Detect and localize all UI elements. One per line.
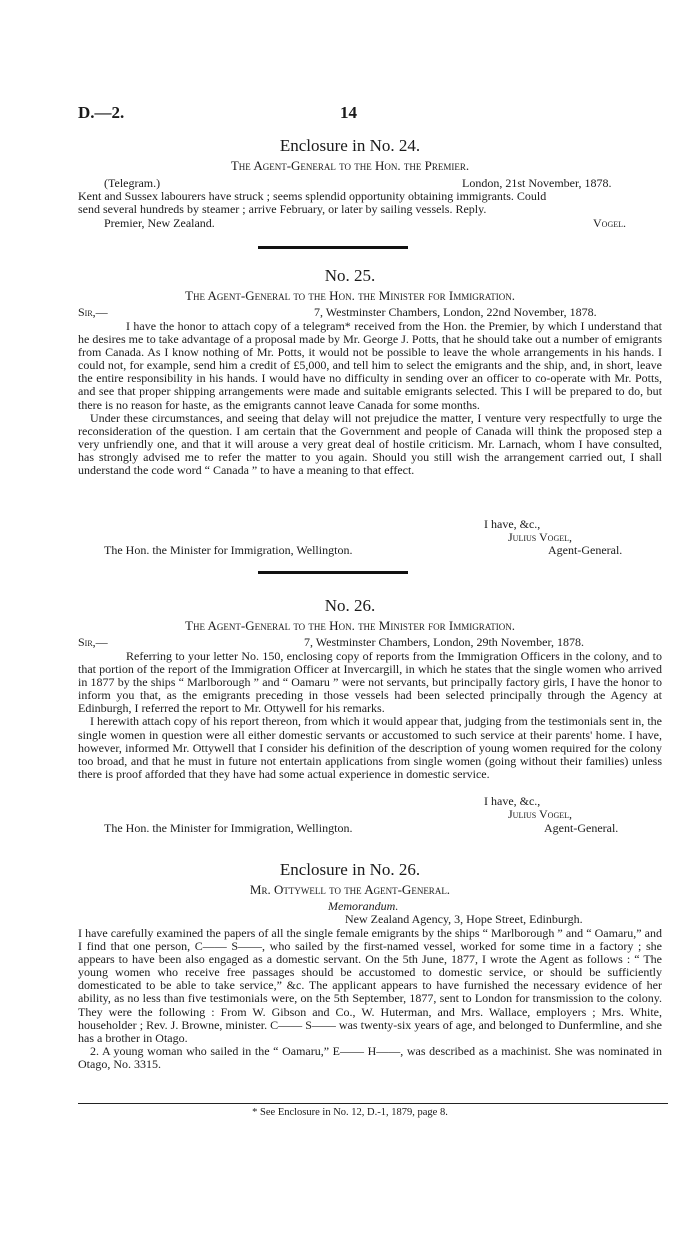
no-26-paragraph-2: I herewith attach copy of his report thereon, from which it would appear that, judging from the testimonials sent in, the single women in question were all either domestic servants or accustomed to such service at their parents' home. I have, however, informed Mr. Ottywell that I consider his definition of the description of young women required for the colony too broad, and that he must in future not entertain applications from single women (going without their families) unless there is proof afforded that they have had some actual experience in domestic service. — [78, 714, 662, 781]
telegram-body-line-1: Kent and Sussex labourers have struck ; seems splendid opportunity obtaining immigrants. Could — [78, 189, 547, 203]
memorandum-body — [78, 927, 662, 1071]
no-25-place-date: 7, Westminster Chambers, London, 22nd November, 1878. — [314, 305, 597, 319]
no-26-paragraph-1: Referring to your letter No. 150, enclosing copy of reports from the Immigration Officers in the colony, and to that portion of the report of the Immigration Officer at Invercargill, in which he states that the single women who arrived in 1877 by the ships “ Marlborough ” and “ Oamaru ” were not servants, but principally factory girls, I have the honor to inform you that, as the emigrants preceding in those vessels had been selected principally through the Agency at Edinburgh, I referred the report to Mr. Ottywell for his remarks. — [78, 649, 662, 716]
no-26-title: No. 26. — [324, 596, 376, 615]
enclosure-26-title: Enclosure in No. 26. — [279, 860, 421, 879]
no-26-signer: Julius Vogel, — [508, 807, 573, 821]
no-26-closing: I have, &c., — [484, 794, 541, 808]
no-25-paragraph-2: Under these circumstances, and seeing that delay will not prejudice the matter, I venture very respectfully to urge the reconsideration of the question. I am certain that the Government and people of Canada will think the proposed step a very unfriendly one, and that it will arouse a very great deal of hostile criticism. Mr. Larnach, whom I have consulted, has strongly advised me to refer the matter to you again. Should you still wish the arrangement carried out, I shall understand the code word “ Canada ” to have a meaning to that effect. — [78, 410, 662, 478]
no-26-place-date: 7, Westminster Chambers, London, 29th November, 1878. — [304, 635, 584, 649]
no-25-from-to: The Agent-General to the Hon. the Minister for Immigration. — [185, 288, 515, 303]
section-divider — [258, 246, 408, 249]
no-25-title: No. 25. — [324, 266, 376, 285]
no-25-salutation: Sir,— — [78, 305, 108, 319]
no-26-from-to: The Agent-General to the Hon. the Minister for Immigration. — [185, 618, 515, 633]
telegram-signature: Vogel. — [593, 216, 626, 230]
memorandum-paragraph-1: I have carefully examined the papers of all the single female emigrants by the ships “ Marlborough ” and “ Oamaru,” and I find that one person, C—— S——, who sailed by the first-named vessel, worked for some time in a factory ; she appears to have been also engaged as a domestic servant. On the 5th June, 1877, I wrote the Agent as follows : “ The young women who receive free passages should be accustomed to domestic service, or should be sufficiently domesticated to be able to take service,” &c. The applicant appears to have furnished the necessary evidence of her ability, as no less than five testimonials were, on the 5th September, 1877, sent to London for transmission to the colony. They were the following : From W. Gibson and Co., W. Huterman, and Mrs. Wallace, employers ; Mrs. White, householder ; Rev. J. Browne, minister. C—— S—— was twenty-six years of age, and belonged to Dunfermline, and she has a brother in Otago. — [78, 926, 662, 1045]
page-number: 14 — [340, 103, 357, 122]
no-25-body — [78, 320, 662, 477]
no-25-addressee: The Hon. the Minister for Immigration, Wellington. — [104, 543, 353, 557]
enclosure-24-place-date: London, 21st November, 1878. — [462, 176, 612, 190]
no-26-body — [78, 650, 662, 781]
no-25-paragraph-1: I have the honor to attach copy of a telegram* received from the Hon. the Premier, by which I understand that he desires me to take advantage of a proposal made by Mr. George J. Potts, that he should take out a number of emigrants from Canada. As I know nothing of Mr. Potts, it would not be possible to leave the whole arrangements in his hands. I could not, for example, send him a credit of £5,000, and tell him to select the emigrants and the ship, and, in short, leave the entire responsibility in his hands. I would have no difficulty in sending over an officer to co-operate with Mr. Potts, and see that proper shipping arrangements were made and suitable emigrants selected. This I will be prepared to do, but there is no reason for haste, as the emigrants cannot leave Canada for some months. — [78, 319, 662, 412]
memorandum-paragraph-2: 2. A young woman who sailed in the “ Oamaru,” E—— H——, was described as a machinist. She was nominated in Otago, No. 3315. — [78, 1043, 662, 1071]
footnote: * See Enclosure in No. 12, D.-1, 1879, page 8. — [252, 1107, 448, 1118]
memorandum-address: New Zealand Agency, 3, Hope Street, Edinburgh. — [345, 912, 583, 926]
memorandum-label: Memorandum. — [328, 899, 399, 913]
no-26-signer-title: Agent-General. — [544, 821, 619, 835]
no-26-addressee: The Hon. the Minister for Immigration, Wellington. — [104, 821, 353, 835]
telegram-body-line-2: send several hundreds by steamer ; arrive February, or later by sailing vessels. Reply. — [78, 202, 487, 216]
no-25-signer-title: Agent-General. — [548, 543, 623, 557]
section-divider — [258, 571, 408, 574]
document-reference: D.—2. — [78, 103, 125, 122]
enclosure-24-title: Enclosure in No. 24. — [279, 136, 421, 155]
telegram-label: (Telegram.) — [104, 176, 161, 190]
no-26-salutation: Sir,— — [78, 635, 108, 649]
telegram-addressee: Premier, New Zealand. — [104, 216, 215, 230]
no-25-closing: I have, &c., — [484, 517, 541, 531]
enclosure-24-from-to: The Agent-General to the Hon. the Premier. — [230, 158, 470, 173]
no-25-signer: Julius Vogel, — [508, 530, 573, 544]
footnote-rule — [78, 1103, 668, 1104]
enclosure-26-from-to: Mr. Ottywell to the Agent-General. — [249, 882, 451, 897]
